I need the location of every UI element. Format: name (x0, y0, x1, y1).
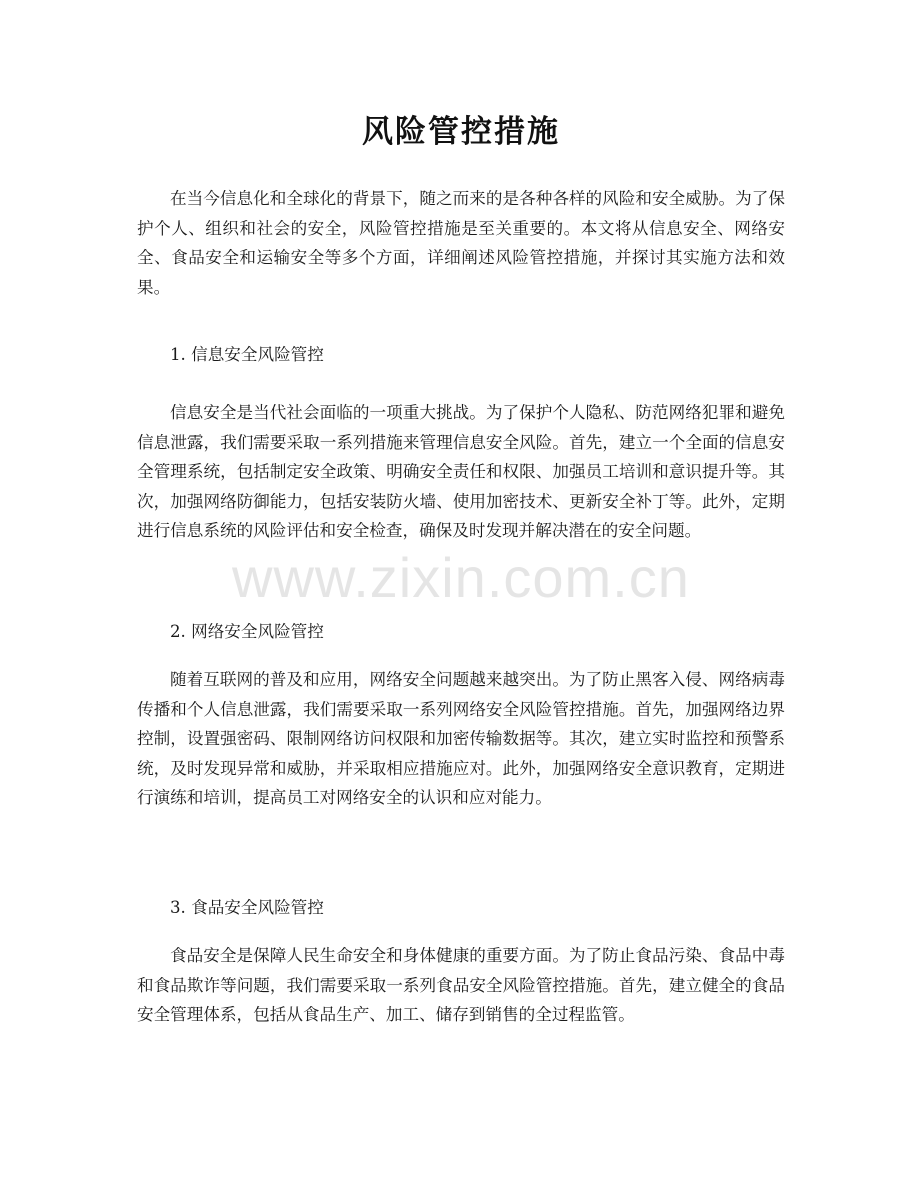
section-heading-info-security: 1. 信息安全风险管控 (170, 345, 324, 364)
section-body-food-security: 食品安全是保障人民生命安全和身体健康的重要方面。为了防止食品污染、食品中毒和食品欺诈等问题，我们需要采取一系列食品安全风险管控措施。首先，建立健全的食品安全管理体系，包括从食品生产、加工、储存到销售的全过程监管。 (137, 946, 785, 1024)
section-body-info-security: 信息安全是当代社会面临的一项重大挑战。为了保护个人隐私、防范网络犯罪和避免信息泄露，我们需要采取一系列措施来管理信息安全风险。首先，建立一个全面的信息安全管理系统，包括制定安全政策、明确安全责任和权限、加强员工培训和意识提升等。其次，加强网络防御能力，包括安装防火墙、使用加密技术、更新安全补丁等。此外，定期进行信息系统的风险评估和安全检查，确保及时发现并解决潜在的安全问题。 (137, 403, 785, 540)
section-heading-network-security: 2. 网络安全风险管控 (170, 622, 324, 641)
watermark: www.zixin.com.cn (232, 546, 690, 609)
document-title: 风险管控措施 (362, 114, 560, 150)
intro-paragraph: 在当今信息化和全球化的背景下，随之而来的是各种各样的风险和安全威胁。为了保护个人、组织和社会的安全，风险管控措施是至关重要的。本文将从信息安全、网络安全、食品安全和运输安全等多个方面，详细阐述风险管控措施，并探讨其实施方法和效果。 (137, 189, 785, 297)
section-heading-food-security: 3. 食品安全风险管控 (170, 898, 324, 917)
section-body-network-security: 随着互联网的普及和应用，网络安全问题越来越突出。为了防止黑客入侵、网络病毒传播和个人信息泄露，我们需要采取一系列网络安全风险管控措施。首先，加强网络边界控制，设置强密码、限制网络访问权限和加密传输数据等。其次，建立实时监控和预警系统，及时发现异常和威胁，并采取相应措施应对。此外，加强网络安全意识教育，定期进行演练和培训，提高员工对网络安全的认识和应对能力。 (137, 670, 785, 807)
